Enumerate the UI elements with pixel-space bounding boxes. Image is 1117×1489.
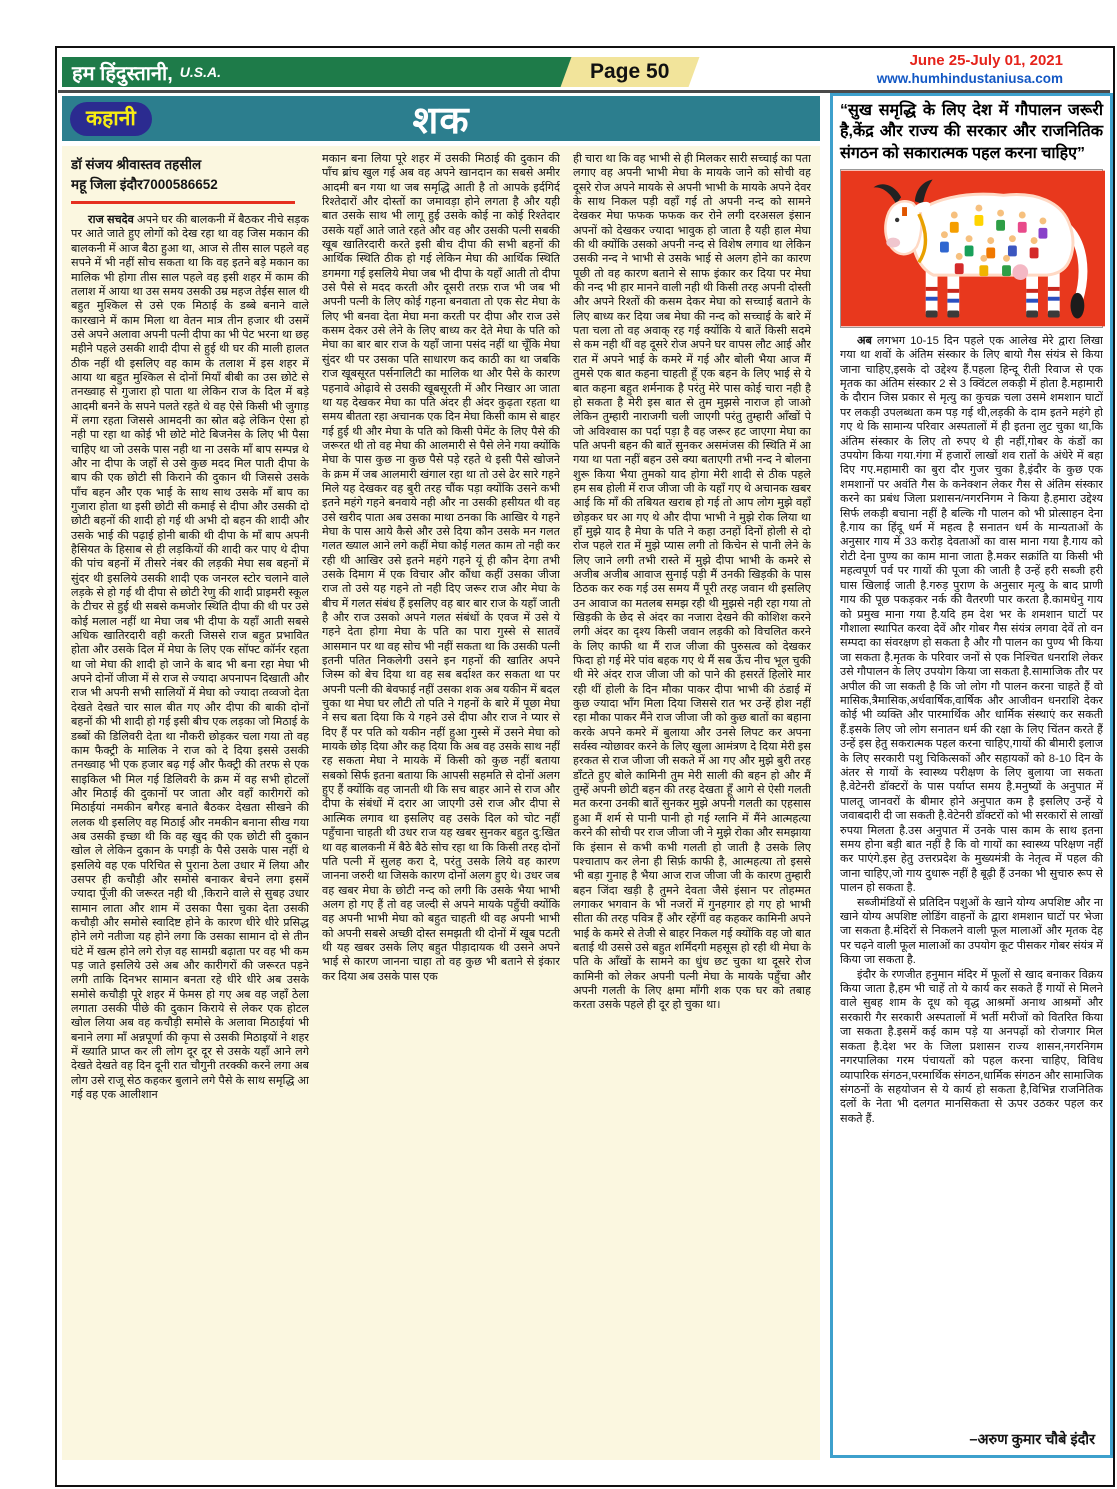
story-column-1 (71, 152, 309, 1454)
author-name: डॉ संजय श्रीवास्तव तहसील (71, 157, 202, 172)
opinion-paragraph: सब्जीमंडियों से प्रतिदिन पशुओं के खाने योग्य अपशिष्ट और ना खाने योग्य अपशिष्ट लोडिंग वाहनों के द्वारा शमशान घाटों पर भेजा जा सकता है.मंदिरों से निकलने वाली फूल मालाओं और मृतक देह पर चढ़ने वाली फूल मालाओं का उपयोग कूट पीसकर गोबर संयंत्र में किया जा सकता है. (840, 896, 1103, 967)
story-column-3 (573, 152, 811, 1454)
website-url: www.humhindustaniusa.com (876, 70, 1063, 86)
story-paragraph (573, 152, 811, 1013)
story-column-2 (322, 152, 560, 1454)
opinion-paragraph-1-text: लगभग 10-15 दिन पहले एक आलेख मेरे द्वारा लिखा गया था शवों के अंतिम संस्कार के लिए बायो गैस संयंत्र से किया जाना चाहिए,इसके दो उद्देश्य हैं.पहला हिन्दू रीती रिवाज से एक मृतक का अंतिम संस्कार 2 से 3 क्विंटल लकड़ी में होता है.महामारी के दौरान जिस प्रकार से मृत्यु का कुचक्र चला उसमे शमशान घाटों पर लकड़ी उपलब्धता कम पड़ गई थी,लड़की के दाम इतने महंगे हो गए थे कि सामान्य परिवार अस्पतालों में ही इतना लुट चुका था,कि अंतिम संस्कार के लिए तो रुपए थे ही नहीं,गोबर के कंडों का उपयोग किया गया.गंगा में हजारों लाखों शव रातों के अंधेरे में बहा दिए गए.महामारी का बुरा दौर गुजर चुका है,इंदौर के कुछ एक शमशानों पर अवंति गैस के कनेक्शन लेकर गैस से अंतिम संस्कार करने का प्रबंध जिला प्रशासन/नगरनिगम ने किया है.हमारा उद्देश्य सिर्फ लकड़ी बचाना नहीं है बल्कि गौ पालन को भी प्रोत्साहन देना है.गाय का हिंदू धर्म में महत्व है सनातन धर्म के मान्यताओं के अनुसार गाय में 33 करोड़ देवताओं का वास माना गया है.गाय को रोटी देना पुण्य का काम माना जाता है.मकर सक्रांति या किसी भी महत्वपूर्ण पर्व पर गायों की पूजा की जाती है उन्हें हरी सब्जी हरी घास खिलाई जाती है.गरुड़ पुराण के अनुसार मृत्यु के बाद प्राणी गाय की पूछ पकड़कर नर्क की वैतरणी पार करता है.कामधेनु गाय को प्रमुख माना गया है.यदि हम देश भर के शमशान घाटों पर गौशाला स्थापित करवा देवें और गोबर गैस संयंत्र लगवा देवें तो वन सम्पदा का संवरक्षण हो सकता है और गौ पालन का पुण्य भी किया जा सकता है.मृतक के परिवार जनों से एक निश्चित धनराशि लेकर उसे गौपालन के लिए उपयोग किया जा सकता है.सामाजिक तौर पर अपील की जा सकती है कि जो लोग गौ पालन करना चाहते हैं वो मासिक,त्रैमासिक,अर्धवार्षिक,वार्षिक और आजीवन धनराशि देकर कोई भी व्यक्ति और पारमार्थिक और धार्मिक संस्थाएं कर सकती हैं.इसके लिए जो लोग सनातन धर्म की रक्षा के लिए चिंतन करते हैं उन्हें इस हेतु सकरात्मक पहल करना चाहिए,गायों की बीमारी इलाज के लिए सरकारी पशु चिकित्सकों और सहायकों को 8-10 दिन के अंतर से गायों के स्वास्थ्य परीक्षण के लिए बुलाया जा सकता है.वेटेनरी डॉक्टरों के पास पर्याप्त समय है.मनुष्यों के अनुपात में पालतू जानवरों के बीमार होने अनुपात कम है इसलिए उन्हें ये जवाबदारी दी जा सकती है.वेटेनरी डॉक्टरों को भी सरकारों से लाखों रुपया मिलता है.उस अनुपात में उनके पास काम के साथ इतना समय होना बड़ी बात नहीं है कि वो गायों का स्वास्थ्य परिक्षण नहीं कर पाएंगे.इस हेतु उत्तरप्रदेश के मुख्यमंत्री के नेतृत्व में पहल की जाना चाहिए,जो गाय दुधारू नहीं है बूढ़ी हैं उनका भी सुचारु रूप से पालन हो सकता है. (840, 334, 1103, 895)
story-paragraph (322, 152, 560, 984)
page-number-label: Page 50 (590, 60, 670, 83)
masthead-title: हम हिंदुस्तानी, (72, 62, 173, 85)
opinion-panel (830, 93, 1113, 1458)
masthead-region: U.S.A. (179, 64, 221, 80)
opinion-lead-word: अब (857, 334, 872, 347)
header-right (877, 52, 1063, 88)
story-paragraph (71, 213, 309, 1102)
author-divider-rule (71, 201, 295, 204)
opinion-paragraph (840, 334, 1103, 896)
masthead (62, 57, 574, 87)
section-badge: कहानी (70, 102, 152, 136)
page-number-tab (561, 57, 700, 87)
story-lead-name: राज सचदेव (88, 214, 134, 227)
kamdhenu-cow-image (840, 169, 1103, 328)
author-block (71, 155, 309, 194)
masthead-bar (62, 57, 694, 87)
opinion-signature: –अरुण कुमार चौबे इंदौर (969, 1432, 1095, 1448)
story-title-bar (62, 96, 820, 141)
page-title: शक (412, 99, 470, 142)
author-address: महू जिला इंदौर7000586652 (71, 176, 218, 192)
opinion-quote: “सुख समृद्धि के लिए देश में गौपालन जरूरी है,केंद्र और राज्य की सरकार और राजनितिक संगठन को सकारात्मक पहल करना चाहिए” (840, 102, 1103, 162)
story-column-1-text: अपने घर की बालकनी में बैठकर नीचे सड़क पर आते जाते हुए लोगों को देख रहा था वह जिस मकान की बालकनी में आज बैठा हुआ था, आज से तीस साल पहले वह सपने में भी नहीं सोच सकता था कि वह इतने बड़े मकान का मालिक भी होगा तीस साल पहले वह इसी शहर में काम की तलाश में आया था उस समय उसकी उम्र महज तेईस साल थी बहुत मुश्किल से उसे एक मिठाई के डब्बे बनाने वाले कारखाने में काम मिला था वेतन मात्र तीन हजार थी उसमें उसे अपने अलावा अपनी पत्नी दीपा का भी पेट भरना था छह महीने पहले उसकी शादी दीपा से हुई थी घर की माली हालत ठीक नहीं थी इसलिए वह काम के तलाश में इस शहर में आया था बहुत मुश्किल से दोनों मियाँ बीबी का उस छोटे से तनख्वाह से गुजारा हो पाता था लेकिन राज के दिल में बड़े आदमी बनने के सपने पलते रहते थे वह ऐसे किसी भी जुगाड़ में लगा रहता जिससे आमदनी का स्रोत बढ़े लेकिन ऐसा हो नही पा रहा था कोई भी छोटे मोटे बिजनेस के लिए भी पैसा चाहिए था जो उसके पास नही था ना उसके माँ बाप सम्पन्न थे और ना दीपा के जहाँ से उसे कुछ मदद मिल पाती दीपा के बाप की एक छोटी सी किराने की दुकान थी जिससे उसके पाँच बहन और एक भाई के साथ साथ उसके माँ बाप का गुजारा होता था इसी छोटी सी कमाई से दीपा और उसकी दो छोटी बहनों की शादी हो गई थी अभी दो बहन की शादी और उसके भाई की पढ़ाई होनी बाकी थी दीपा के माँ बाप अपनी हैसियत के हिसाब से ही लड़कियों की शादी कर पाए थे दीपा की पांच बहनों में तीसरे नंबर की लड़की मेघा सब बहनों में सुंदर थी इसलिये उसकी शादी एक जनरल स्टोर चलाने वाले लड़के से हो गई थी दीपा से छोटी रेणु की शादी प्राइमरी स्कूल के टीचर से हुई थी सबसे कमजोर स्थिति दीपा की थी पर उसे कोई मलाल नहीं था मेघा जब भी दीपा के यहाँ आती सबसे अधिक खातिरदारी वही करती जिससे राज बहुत प्रभावित होता और उसके दिल में मेघा के लिए एक सॉफ्ट कॉर्नर रहता था जो मेघा की शादी हो जाने के बाद भी बना रहा मेघा भी अपने दोनों जीजा में से राज से ज्यादा अपनापन दिखाती और राज भी अपनी सभी सालियों में मेघा को ज्यादा तव्वजो देता देखते देखते चार साल बीत गए और दीपा की बाकी दोनों बहनों की भी शादी हो गई इसी बीच एक लड़का जो मिठाई के डब्बों की डिलिवरी देता था नौकरी छोड़कर चला गया तो वह काम फैक्ट्री के मालिक ने राज को दे दिया इससे उसकी तनख्वाह भी एक हजार बढ़ गई और फैक्ट्री की तरफ से एक साइकिल भी मिल गई डिलिवरी के क्रम में वह सभी होटलों और मिठाई की दुकानों पर जाता और वहाँ कारीगरों को मिठाईयां नमकीन बगैरह बनाते बैठकर देखता सीखने की ललक थी इसलिए वह मिठाई और नमकीन बनाना सीख गया अब उसकी इच्छा थी कि वह खुद की एक छोटी सी दुकान खोल ले लेकिन दुकान के पगड़ी के पैसे उसके पास नहीं थे इसलिये वह एक परिचित से पुराना ठेला उधार में लिया और उसपर ही कचौड़ी और समोसे बनाकर बेचने लगा इसमें ज्यादा पूँजी की जरूरत नही थी ,किराने वाले से सुबह उधार सामान लाता और शाम में उसका पैसा चुका देता उसकी कचौड़ी और समोसे स्वादिष्ट होने के कारण धीरे धीरे प्रसिद्ध होने लगे नतीजा यह होने लगा कि उसका सामान दो से तीन घंटे में खत्म होने लगे रोज़ वह सामग्री बढ़ाता पर वह भी कम पड़ जाते इसलिये उसे अब और कारीगरों की जरूरत पड़ने लगी ताकि दिनभर सामान बनता रहे धीरे धीरे अब उसके समोसे कचौड़ी पूरे शहर में फेमस हो गए अब वह जहाँ ठेला लगाता उसकी पीछे की दुकान किराये से लेकर एक होटल खोल लिया अब वह कचौड़ी समोसे के अलावा मिठाईयां भी बनाने लगा माँ अन्नपूर्णा की कृपा से उसकी मिठाइयों ने शहर में ख्याति प्राप्त कर ली लोग दूर दूर से उसके यहाँ आने लगे देखते देखते वह दिन दूनी रात चौगुनी तरक्की करने लगा अब लोग उसे राजू सेठ कहकर बुलाने लगे पैसे के साथ समृद्धि आ गई वह एक आलीशान (71, 214, 309, 1102)
publication-date: June 25-July 01, 2021 (909, 52, 1063, 69)
story-column-3-text: ही चारा था कि वह भाभी से ही मिलकर सारी सच्चाई का पता लगाए वह अपनी भाभी मेघा के मायके जाने को सोची वह दूसरे रोज अपने मायके से अपनी भाभी के मायके अपने देवर के साथ निकल पड़ी वहाँ गई तो अपनी नन्द को सामने देखकर मेघा फफक फफक कर रोने लगी दरअसल इंसान अपनों को देखकर ज्यादा भावुक हो जाता है यही हाल मेघा की थी क्योंकि उसको अपनी नन्द से विशेष लगाव था लेकिन उसकी नन्द ने भाभी से उसके भाई से अलग होने का कारण पूछी तो वह कारण बताने से साफ इंकार कर दिया पर मेघा की नन्द भी हार मानने वाली नही थी किसी तरह अपनी दोस्ती और अपने रिश्तों की कसम देकर मेघा को सच्चाई बताने के लिए बाध्य कर दिया जब मेघा की नन्द को सच्चाई के बारे में पता चला तो वह अवाक् रह गई क्योंकि ये बातें किसी सदमे से कम नही थीं वह दूसरे रोज अपने घर वापस लौट आई और रात में अपने भाई के कमरे में गई और बोली भैया आज मैं तुमसे एक बात कहना चाहती हूँ एक बहन के लिए भाई से ये बात कहना बहुत शर्मनाक है परंतु मेरे पास कोई चारा नही है हो सकता है मेरी इस बात से तुम मुझसे नाराज हो जाओ लेकिन तुम्हारी नाराजगी चली जाएगी परंतु तुम्हारी आँखों पे जो अविश्वास का पर्दा पड़ा है वह जरूर हट जाएगा मेघा का पति अपनी बहन की बातें सुनकर असमंजस की स्थिति में आ गया था पता नहीं बहन उसे क्या बताएगी तभी नन्द ने बोलना शुरू किया भैया तुमको याद होगा मेरी शादी से ठीक पहले हम सब होली में राज जीजा जी के यहाँ गए थे अचानक खबर आई कि माँ की तबियत खराब हो गई तो आप लोग मुझे वहाँ छोड़कर घर आ गए थे और दीपा भाभी ने मुझे रोक लिया था हाँ मुझे याद है मेघा के पति ने कहा उनहों दिनों होली से दो रोज पहले रात में मुझे प्यास लगी तो किचेन से पानी लेने के लिए जाने लगी तभी रास्ते में मुझे दीपा भाभी के कमरे से अजीब अजीब आवाज सुनाई पड़ी मैं उनकी खिड़की के पास ठिठक कर रुक गई उस समय मैं पूरी तरह जवान थी इसलिए उन आवाज का मतलब समझ रही थी मुझसे नही रहा गया तो खिड़की के छेद से अंदर का नजारा देखने की कोशिश करने लगी अंदर का दृश्य किसी जवान लड़की को विचलित करने के लिए काफी था मैं राज जीजा की पुरुसत्व को देखकर फिदा हो गई मेरे पांव बहक गए थे मैं सब ऊँच नीच भूल चुकी थी मेरे अंदर राज जीजा जी को पाने की हसरतें हिलोरे मार रही थीं होली के दिन मौका पाकर दीपा भाभी की ठंडाई में कुछ ज्यादा भाँग मिला दिया जिससे रात भर उन्हें होश नहीं रहा मौका पाकर मैंने राज जीजा जी को कुछ बातों का बहाना करके अपने कमरे में बुलाया और उनसे लिपट कर अपना सर्वस्व न्योछावर करने के लिए खुला आमंत्रण दे दिया मेरी इस हरकत से राज जीजा जी सकते में आ गए और मुझे बुरी तरह डाँटते हुए बोले कामिनी तुम मेरी साली की बहन हो और मैं तुम्हें अपनी छोटी बहन की तरह देखता हूँ आगे से ऐसी गलती मत करना उनकी बातें सुनकर मुझे अपनी गलती का एहसास हुआ मैं शर्म से पानी पानी हो गई ग्लानि में मैंने आत्महत्या करने की सोची पर राज जीजा जी ने मुझे रोका और समझाया कि इंसान से कभी कभी गलती हो जाती है उसके लिए पश्चाताप कर लेना ही सिर्फ़ काफी है, आत्महत्या तो इससे भी बड़ा गुनाह है भैया आज राज जीजा जी के कारण तुम्हारी बहन जिंदा खड़ी है तुमने देवता जैसे इंसान पर तोहम्मत लगाकर भगवान के भी नजरों में गुनहगार हो गए हो भाभी सीता की तरह पवित्र हैं और रहेंगीं वह कहकर कामिनी अपने भाई के कमरे से तेजी से बाहर निकल गई क्योंकि वह जो बात बताई थी उससे उसे बहुत शर्मिंदगी महसूस हो रही थी मेघा के पति के आँखों के सामने का धुंध छट चुका था दूसरे रोज कामिनी को लेकर अपनी पत्नी मेघा के मायके पहुँचा और अपनी गलती के लिए क्षमा माँगी शक एक घर को तबाह करता उसके पहले ही दूर हो चुका था। (573, 153, 811, 1012)
story-area (62, 146, 820, 1460)
story-column-2-text: मकान बना लिया पूरे शहर में उसकी मिठाई की दुकान की पाँच ब्रांच खुल गई अब वह अपने खानदान का सबसे अमीर आदमी बन गया था जब समृद्धि आती है तो आपके इर्दगिर्द रिश्तेदारों और दोस्तों का जमावड़ा होने लगता है और यही बात उसके साथ भी लागू हुई उसके कोई ना कोई रिश्तेदार उसके यहाँ आते जाते रहते और वह और उसकी पत्नी सबकी खूब खातिरदारी करते इसी बीच दीपा की सभी बहनों की आर्थिक स्थिति ठीक हो गई लेकिन मेघा की आर्थिक स्थिति डगमगा गई इसलिये मेघा जब भी दीपा के यहाँ आती तो दीपा उसे पैसे से मदद करती और दूसरी तरफ़ राज भी जब भी अपनी पत्नी के लिए कोई गहना बनवाता तो एक सेट मेघा के लिए भी बनवा देता मेघा मना करती पर दीपा और राज उसे कसम देकर उसे लेने के लिए बाध्य कर देते मेघा के पति को मेघा का बार बार राज के यहाँ जाना पसंद नहीं था चूँकि मेघा सुंदर थी पर उसका पति साधारण कद काठी का था जबकि राज खूबसूरत पर्सनालिटी का मालिक था और पैसे के कारण पहनावे ओढ़ावे से उसकी खूबसूरती में और निखार आ जाता था यह देखकर मेघा का पति अंदर ही अंदर कुढ़ता रहता था समय बीतता रहा अचानक एक दिन मेघा किसी काम से बाहर गई हुई थी और मेघा के पति को किसी पेमेंट के लिए पैसे की जरूरत थी तो वह मेघा की आलमारी से पैसे लेने गया क्योंकि मेघा के पास कुछ ना कुछ पैसे पड़े रहते थे इसी पैसे खोजने के क्रम में जब आलमारी खंगाल रहा था तो उसे ढेर सारे गहने मिले यह देखकर वह बुरी तरह चौंक पड़ा क्योंकि उसने कभी इतने महंगे गहने बनवाये नही और ना उसकी हसीयत थी वह उसे खरीद पाता अब उसका माथा ठनका कि आखिर ये गहने मेघा के पास आये कैसे और उसे दिया कौन उसके मन गलत गलत ख्याल आने लगे कहीं मेघा कोई गलत काम तो नही कर रही थी आखिर उसे इतने महंगे गहने यूं ही कौन देगा तभी उसके दिमाग में एक विचार और कौंधा कहीं उसका जीजा राज तो उसे यह गहने तो नही दिए जरूर राज और मेघा के बीच में गलत संबंध हैं इसलिए वह बार बार राज के यहाँ जाती है और राज उसको अपने गलत संबंधों के एवज में उसे ये गहने देता होगा मेघा के पति का पारा गुस्से से सातवें आसमान पर था वह सोच भी नहीं सकता था कि उसकी पत्नी इतनी पतित निकलेगी उसने इन गहनों की खातिर अपने जिस्म को बेच दिया था वह सब बर्दाश्त कर सकता था पर अपनी पत्नी की बेवफाई नहीं उसका शक अब यकीन में बदल चुका था मेघा घर लौटी तो पति ने गहनों के बारे में पूछा मेघा ने सच बता दिया कि ये गहने उसे दीपा और राज ने प्यार से दिए हैं पर पति को यकीन नहीं हुआ गुस्से में उसने मेघा को मायके छोड़ दिया और कह दिया कि अब वह उसके साथ नहीं रह सकता मेघा ने मायके में किसी को कुछ नहीं बताया सबको सिर्फ इतना बताया कि आपसी सहमति से दोनों अलग हुए हैं क्योंकि वह जानती थी कि सच बाहर आने से राज और दीपा के संबंधों में दरार आ जाएगी उसे राज और दीपा से आत्मिक लगाव था इसलिए वह उसके दिल को चोट नहीं पहुँचाना चाहती थी उधर राज यह खबर सुनकर बहुत दु:खित था वह बालकनी में बैठे बैठे सोच रहा था कि किसी तरह दोनों पति पत्नी में सुलह करा दे, परंतु उसके लिये वह कारण जानना जरुरी था जिसके कारण दोनों अलग हुए थे। उधर जब वह खबर मेघा के छोटी नन्द को लगी कि उसके भैया भाभी अलग हो गए हैं तो वह जल्दी से अपने मायके पहुँची क्योंकि वह अपनी भाभी मेघा को बहुत चाहती थी वह अपनी भाभी को अपनी सबसे अच्छी दोस्त समझती थी दोनों में खूब पटती थी यह खबर उसके लिए बहुत पीड़ादायक थी उसने अपने भाई से कारण जानना चाहा तो वह कुछ भी बताने से इंकार कर दिया अब उसके पास एक (322, 153, 560, 983)
opinion-paragraph: इंदौर के रणजीत हनुमान मंदिर में फूलों से खाद बनाकर विक्रय किया जाता है,हम भी चाहें तो ये कार्य कर सकते हैं गायों से मिलने वाले सुबह शाम के दूध को वृद्ध आश्रमों अनाथ आश्रमों और सरकारी गैर सरकारी अस्पतालों में भर्ती मरीजों को वितरित किया जा सकता है.इसमें कई काम पड़े या अनपढ़ों को रोजगार मिल सकता है.देश भर के जिला प्रशासन राज्य शासन,नगरनिगम नगरपालिका गरम पंचायतों को पहल करना चाहिए, विविध व्यापारिक संगठन,परमार्थिक संगठन,धार्मिक संगठन और सामाजिक संगठनों के सहयोजन से ये कार्य हो सकता है,विभिन्न राजनितिक दलों के नेता भी दलगत मानसिकता से ऊपर उठकर पहल कर सकते हैं. (840, 968, 1103, 1125)
opinion-body (840, 334, 1103, 1427)
